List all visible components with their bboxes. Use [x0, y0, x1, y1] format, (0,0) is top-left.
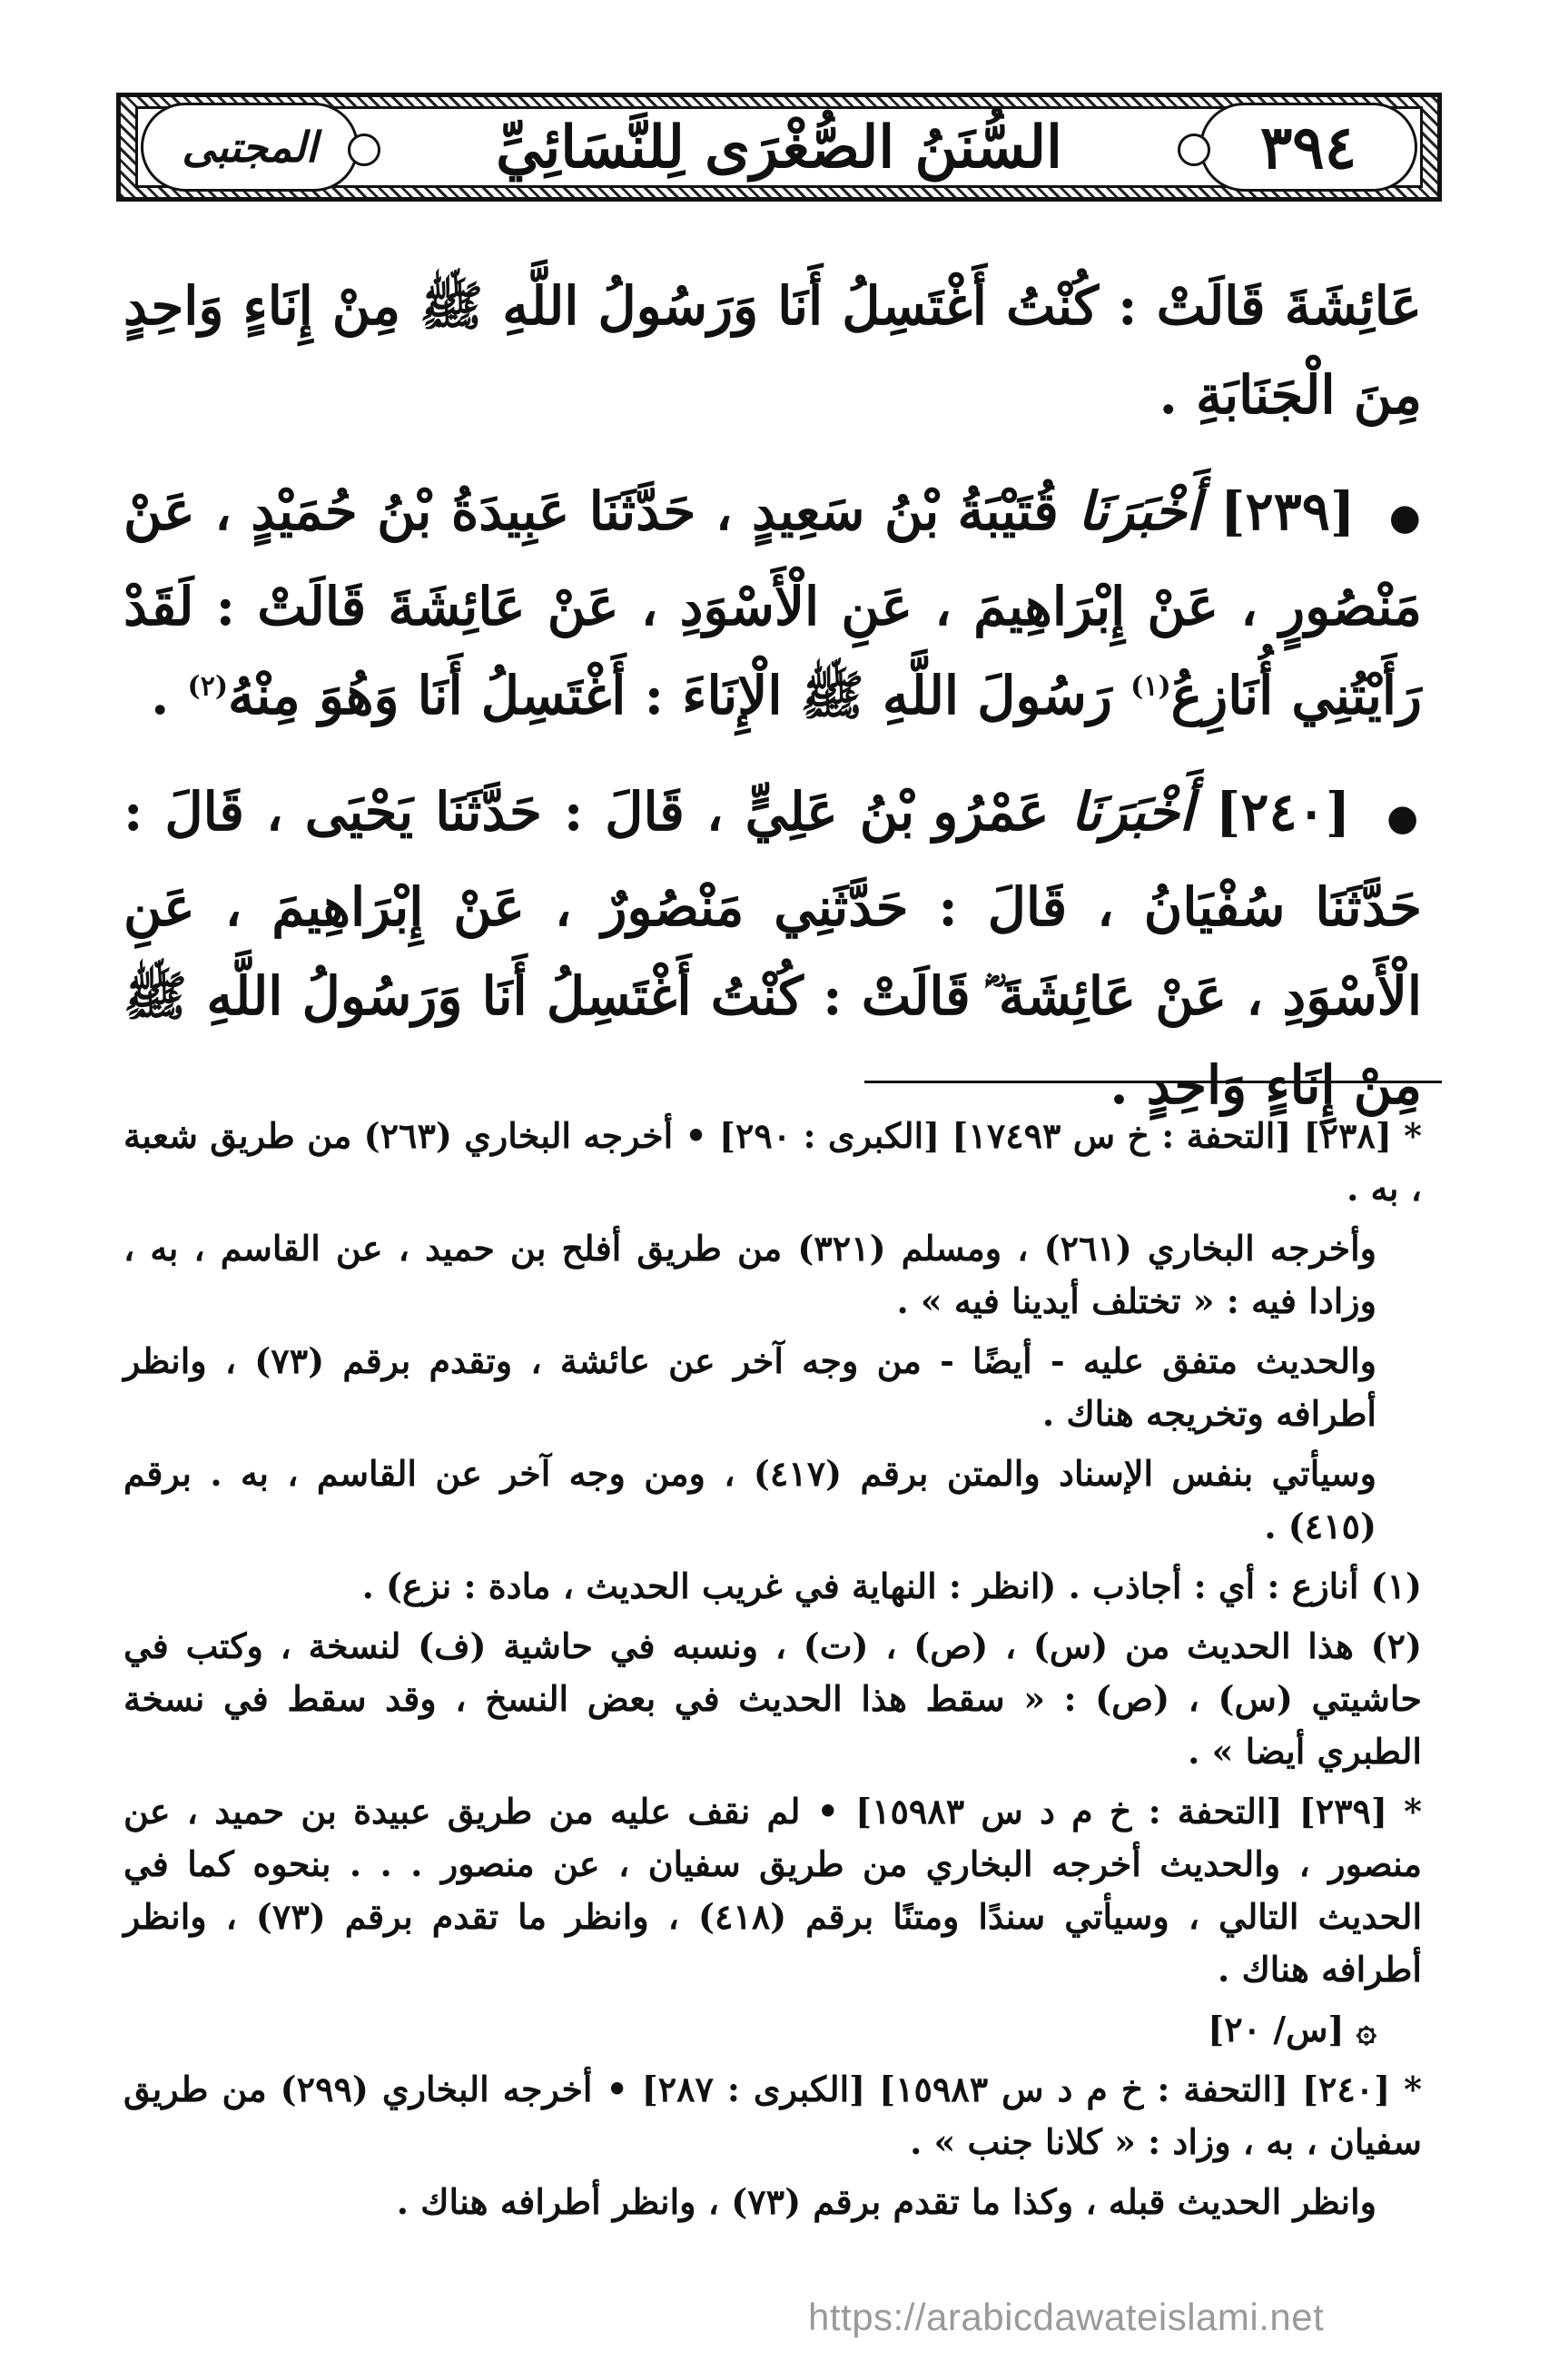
note: والحديث متفق عليه - أيضًا - من وجه آخر عن عائشة ، وتقدم برقم (٧٣) ، وانظر أطرافه وتخريجه هناك .: [123, 1340, 1377, 1434]
footnote-ref-1: (١): [1130, 670, 1171, 703]
note: وسيأتي بنفس الإسناد والمتن برقم (٤١٧) ، ومن وجه آخر عن القاسم ، به . برقم (٤١٥) .: [123, 1453, 1376, 1546]
hadith-text: قُتَيْبَةُ بْنُ سَعِيدٍ ، حَدَّثَنَا عَبِيدَةُ بْنُ حُمَيْدٍ ، عَنْ مَنْصُورٍ ، عَنْ إِبْرَاهِيمَ ، عَنِ الْأَسْوَدِ ، عَنْ عَائِشَةَ قَالَتْ : لَقَدْ رَأَيْتُنِي أُنَازِعُ: [123, 480, 1422, 726]
book-title: السُّنَنُ الصُّغْرَى لِلنَّسَائِيِّ: [450, 114, 1108, 182]
hadith-number: [٢٤٠]: [1215, 781, 1351, 843]
note: وانظر الحديث قبله ، وكذا ما تقدم برقم (٧٣) ، وانظر أطرافه هناك .: [396, 2181, 1376, 2222]
book-badge: [141, 103, 359, 192]
watermark: https://arabicdawateislami.net: [808, 2296, 1325, 2338]
note: * [٢٤٠] [التحفة : خ م د س ١٥٩٨٣] [الكبرى : ٢٨٧] • أخرجه البخاري (٢٩٩) من طريق سفيان ، به ، وزاد : « كلانا جنب » .: [123, 2069, 1422, 2162]
note: (١) أنازع : أي : أجاذب . (انظر : النهاية في غريب الحديث ، مادة : نزع) .: [361, 1565, 1422, 1606]
note: ۞ [س/ ٢٠]: [1208, 2009, 1376, 2049]
hadith-text: عَمْرُو بْنُ عَلِيٍّ ، قَالَ : حَدَّثَنَا يَحْيَى ، قَالَ : حَدَّثَنَا سُفْيَانُ ، قَالَ : حَدَّثَنِي مَنْصُورٌ ، عَنْ إِبْرَاهِيمَ ، عَنِ الْأَسْوَدِ ، عَنْ عَائِشَةَ ؓ قَالَتْ : كُنْتُ أَغْتَسِلُ أَنَا وَرَسُولُ اللَّهِ ﷺ مِنْ إِنَاءٍ وَاحِدٍ .: [123, 781, 1422, 1116]
bullet-icon: ●: [1386, 796, 1423, 839]
ornament-left: [348, 133, 380, 166]
akhbarana: أَخْبَرَنَا: [1070, 781, 1194, 843]
note: وأخرجه البخاري (٢٦١) ، ومسلم (٣٢١) من طريق أفلح بن حميد ، عن القاسم ، به ، وزادا فيه : « تختلف أيدينا فيه » .: [123, 1228, 1376, 1321]
footnote-divider: [864, 1081, 1442, 1083]
hadith-number: [٢٣٩]: [1220, 480, 1356, 542]
hadith-text: رَسُولَ اللَّهِ ﷺ الْإِنَاءَ : أَغْتَسِلُ أَنَا وَهُوَ مِنْهُ: [228, 665, 1112, 726]
bullet-icon: ●: [1388, 496, 1422, 538]
note: * [٢٣٨] [التحفة : خ س ١٧٤٩٣] [الكبرى : ٢٩٠] • أخرجه البخاري (٢٦٣) من طريق شعبة ، به .: [123, 1115, 1422, 1209]
book-badge-label: المجتبى: [182, 123, 318, 172]
page-header: [116, 93, 1442, 202]
hadith-239: [123, 467, 1422, 740]
page-number-badge: [1199, 103, 1417, 192]
continuation-line: عَائِشَةَ قَالَتْ : كُنْتُ أَغْتَسِلُ أَنَا وَرَسُولُ اللَّهِ ﷺ مِنْ إِنَاءٍ وَاحِدٍ مِنَ الْجَنَابَةِ .: [123, 275, 1422, 426]
note: (٢) هذا الحديث من (س) ، (ص) ، (ت) ، ونسبه في حاشية (ف) لنسخة ، وكتب في حاشيتي (س) ، (ص) : « سقط هذا الحديث في بعض النسخ ، وقد سقط في نسخة الطبري أيضا » .: [123, 1625, 1422, 1772]
main-text: [123, 262, 1422, 1130]
hadith-240: [123, 767, 1422, 1130]
page-number: ٣٩٤: [1259, 112, 1357, 183]
note: * [٢٣٩] [التحفة : خ م د س ١٥٩٨٣] • لم نقف عليه من طريق عبيدة بن حميد ، عن منصور ، والحديث أخرجه البخاري من طريق سفيان ، عن منصور . . . بنحوه كما في الحديث التالي ، وسيأتي سندًا ومتنًا برقم (٤١٨) ، وانظر ما تقدم برقم (٧٣) ، وانظر أطرافه هناك .: [123, 1791, 1423, 1990]
hadith-text: .: [151, 665, 170, 726]
ornament-right: [1178, 133, 1210, 166]
akhbarana: أَخْبَرَنَا: [1078, 480, 1201, 542]
footnote-ref-2: (٢): [187, 670, 229, 703]
footnotes: [123, 1110, 1422, 2236]
